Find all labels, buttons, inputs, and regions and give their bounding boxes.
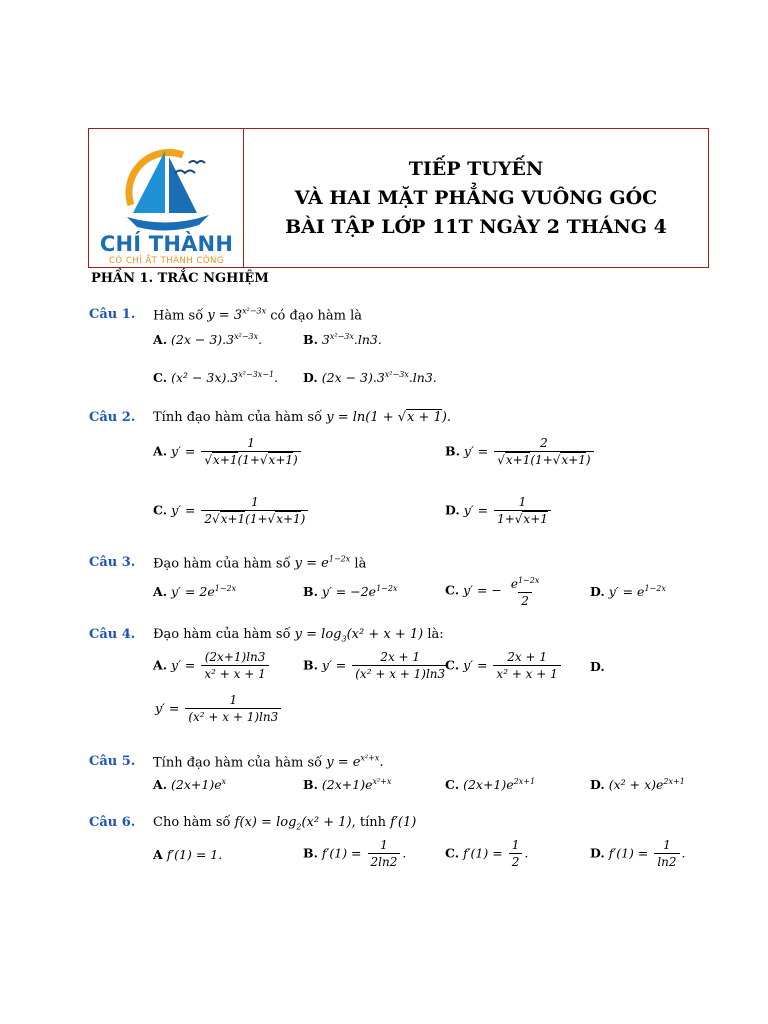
question-1-option-a[interactable]: A. $(2x - 3).3^{x^2-3x}$. bbox=[153, 332, 263, 348]
question-5-text-before: Tính đạo hàm của hàm số bbox=[153, 755, 323, 771]
option-letter: A. bbox=[153, 332, 168, 348]
question-5-text bbox=[153, 754, 384, 770]
option-letter: C. bbox=[445, 657, 460, 673]
question-3-text bbox=[153, 555, 366, 571]
title-line-2: VÀ HAI MẶT PHẲNG VUÔNG GÓC bbox=[294, 186, 658, 209]
option-letter: A. bbox=[153, 657, 168, 673]
question-5-option-b[interactable]: B. $(2x+1)e^{x^2+x}$ bbox=[303, 777, 392, 793]
option-letter: D. bbox=[590, 777, 605, 793]
option-letter: A. bbox=[153, 443, 168, 459]
question-1-text-after: có đạo hàm là bbox=[270, 308, 363, 324]
question-4-option-a[interactable]: A. y′ = $\frac{(2x+1)\ln 3}{\text{x² + x + 1}}$ bbox=[153, 650, 271, 682]
question-6-option-a[interactable]: A f′(1) = 1. bbox=[153, 847, 223, 862]
question-5-label: Câu 5. bbox=[89, 754, 136, 769]
question-4-formula: $y = \log_3(x^2 + x + 1)$ bbox=[294, 627, 424, 644]
question-6-text bbox=[153, 815, 416, 832]
question-2-option-c[interactable]: C. y′ = $\frac{1}{2√x+1(1+√x+1)}$ bbox=[153, 495, 310, 527]
question-6-target: f′(1) bbox=[390, 815, 417, 830]
question-6-label: Câu 6. bbox=[89, 815, 136, 830]
option-letter: B. bbox=[303, 657, 318, 673]
title-line-3: BÀI TẬP LỚP 11T NGÀY 2 THÁNG 4 bbox=[285, 215, 667, 238]
question-3-option-a[interactable]: A. $y' = 2e^{1-2x}$ bbox=[153, 584, 237, 600]
question-3-option-b[interactable]: B. $y' = -2e^{1-2x}$ bbox=[303, 584, 398, 600]
question-1-option-d[interactable]: D. $(2x - 3).3^{x^2-3x}.\ln 3$. bbox=[303, 370, 437, 386]
section-title: PHẦN 1. TRẮC NGHIỆM bbox=[91, 271, 269, 286]
question-6-option-b[interactable]: B. f′(1) = $\frac{1}{2\ln 2}$ . bbox=[303, 838, 407, 869]
question-5-option-d[interactable]: D. $(x^2 + x)e^{2x+1}$ bbox=[590, 777, 685, 793]
question-1-option-c[interactable]: C. $(x^2 - 3x).3^{x^2-3x-1}$. bbox=[153, 370, 279, 386]
question-3-option-d[interactable]: D. $y' = e^{1-2x}$ bbox=[590, 584, 666, 600]
title-line-1: TIẾP TUYẾN bbox=[408, 157, 544, 180]
question-3-label: Câu 3. bbox=[89, 555, 136, 570]
question-4-text-after: là: bbox=[427, 627, 444, 642]
question-1-text-before: Hàm số bbox=[153, 308, 204, 324]
header-box bbox=[88, 128, 709, 268]
question-3-option-c[interactable]: C. y′ = − $\frac{e^{1-2x}}{2}$ bbox=[445, 576, 540, 608]
option-letter: C. bbox=[445, 582, 460, 598]
question-4-option-c[interactable]: C. y′ = $\frac{2x + 1}{\text{x² + x + 1}}$ bbox=[445, 650, 563, 682]
question-3-text-before: Đạo hàm của hàm số bbox=[153, 556, 291, 572]
question-5-formula: $y = e^{x^2+x}$. bbox=[326, 754, 384, 771]
question-6-text-before: Cho hàm số bbox=[153, 815, 231, 830]
question-1-formula: $y = 3^{x^2-3x}$ bbox=[207, 307, 267, 324]
question-4-option-b[interactable]: B. y′ = $\frac{2x + 1}{\text{(x² + x + 1)ln3}}$ bbox=[303, 650, 450, 682]
title-block bbox=[244, 129, 708, 267]
question-3-text-after: là bbox=[354, 556, 367, 572]
option-letter: A. bbox=[153, 584, 168, 600]
question-4-text-before: Đạo hàm của hàm số bbox=[153, 627, 291, 642]
question-6-text-middle: , tính bbox=[351, 815, 387, 830]
logo-name: CHÍ THÀNH bbox=[99, 232, 234, 256]
question-1-label: Câu 1. bbox=[89, 307, 136, 322]
question-5-option-a[interactable]: A. $(2x+1)e^x$ bbox=[153, 777, 227, 793]
option-letter: D. bbox=[303, 370, 318, 386]
question-1-option-b[interactable]: B. $3^{x^2-3x}.\ln 3$. bbox=[303, 332, 382, 348]
question-6-formula: $f(x) = \log_2(x^2 + 1)$ bbox=[234, 815, 352, 832]
option-letter: B. bbox=[303, 777, 318, 793]
option-letter: B. bbox=[303, 845, 318, 861]
question-6-option-c[interactable]: C. f′(1) = $\frac{1}{2}$ . bbox=[445, 838, 529, 869]
question-5-option-c[interactable]: C. $(2x+1)e^{2x+1}$ bbox=[445, 777, 536, 793]
question-2-label: Câu 2. bbox=[89, 410, 136, 425]
option-letter: D. bbox=[590, 584, 605, 600]
question-2-formula: y = ln(1 + √x + 1). bbox=[326, 410, 452, 425]
question-3-formula: $y = e^{1-2x}$ bbox=[294, 555, 351, 572]
option-letter: C. bbox=[153, 370, 168, 386]
logo-slogan: CÓ CHÍ ẮT THÀNH CÔNG bbox=[109, 256, 224, 266]
option-letter: A. bbox=[153, 777, 168, 793]
question-6-option-d[interactable]: D. f′(1) = $\frac{1}{\ln 2}$ . bbox=[590, 838, 686, 869]
question-2-option-d[interactable]: D. y′ = $\frac{1}{1+√x+1}$ bbox=[445, 495, 553, 527]
question-4-label: Câu 4. bbox=[89, 627, 136, 642]
sailboat-logo-icon bbox=[113, 143, 223, 235]
option-letter: D. bbox=[590, 659, 605, 674]
option-letter: C. bbox=[445, 845, 460, 861]
question-2-option-b[interactable]: B. y′ = $\frac{2}{√x+1(1+√x+1)}$ bbox=[445, 436, 596, 468]
option-letter: D. bbox=[445, 502, 460, 518]
question-4-text bbox=[153, 627, 444, 644]
option-letter: C. bbox=[445, 777, 460, 793]
logo bbox=[89, 129, 244, 267]
question-2-text bbox=[153, 410, 451, 425]
option-letter: B. bbox=[303, 584, 318, 600]
question-2-option-a[interactable]: A. y′ = $\frac{1}{√x+1(1+√x+1)}$ bbox=[153, 436, 303, 468]
question-2-text-before: Tính đạo hàm của hàm số bbox=[153, 410, 323, 425]
option-letter: D. bbox=[590, 845, 605, 861]
question-1-text bbox=[153, 307, 362, 323]
question-4-option-d-formula: y′ = $\frac{1}{\text{(x² + x + 1)ln3}}$ bbox=[155, 693, 283, 725]
question-4-option-d[interactable] bbox=[590, 659, 605, 674]
option-letter: A bbox=[153, 847, 163, 862]
option-letter: B. bbox=[303, 332, 318, 348]
option-letter: C. bbox=[153, 502, 168, 518]
option-letter: B. bbox=[445, 443, 460, 459]
